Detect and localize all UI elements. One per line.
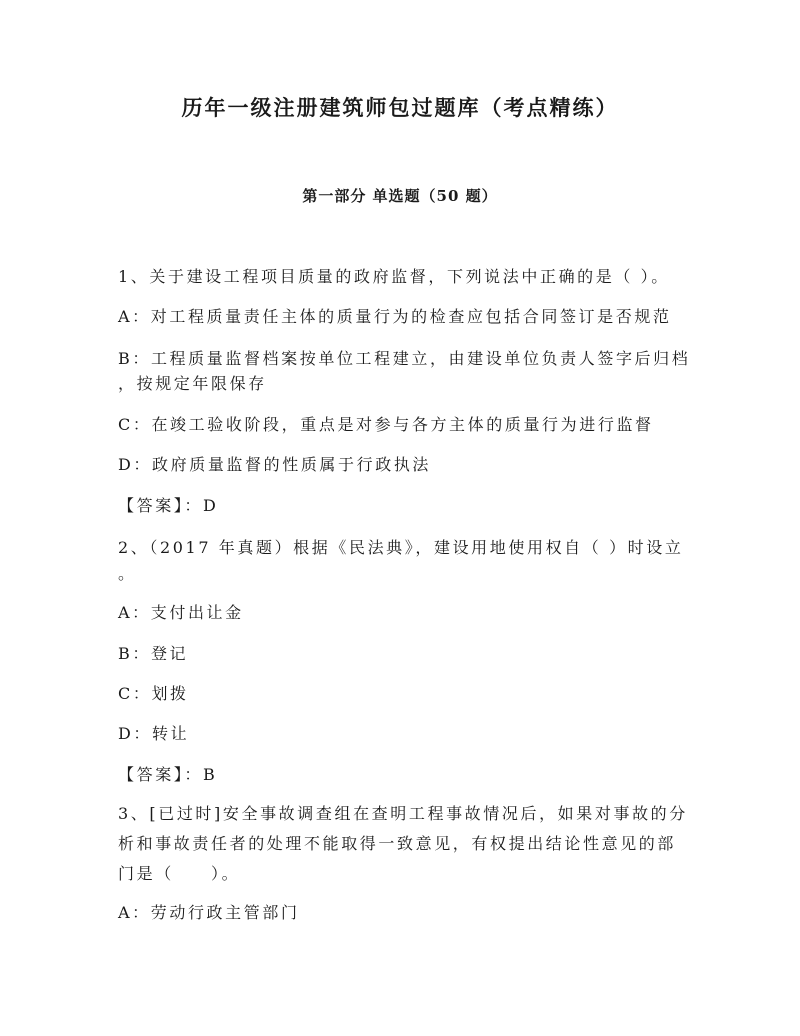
question-2-stem-continued: 。 <box>118 564 137 583</box>
document-title: 历年一级注册建筑师包过题库（考点精练） <box>181 95 619 120</box>
question-2-option-d: D：转让 <box>118 724 190 743</box>
question-1-option-b: B：工程质量监督档案按单位工程建立，由建设单位负责人签字后归档 <box>118 349 691 368</box>
question-1-option-b-continued: ，按规定年限保存 <box>118 374 267 393</box>
question-3-stem-continued: 析和事故责任者的处理不能取得一致意见，有权提出结论性意见的部 <box>118 834 677 853</box>
question-2-option-c: C：划拨 <box>118 684 189 703</box>
question-1-answer: 【答案】：D <box>118 496 219 515</box>
question-1-option-c: C：在竣工验收阶段，重点是对参与各方主体的质量行为进行监督 <box>118 415 654 434</box>
question-3-option-a: A：劳动行政主管部门 <box>118 903 300 922</box>
question-1-option-d: D：政府质量监督的性质属于行政执法 <box>118 455 432 474</box>
question-3-stem: 3、[已过时]安全事故调查组在查明工程事故情况后，如果对事故的分 <box>118 804 688 823</box>
question-2-option-a: A：支付出让金 <box>118 603 244 622</box>
question-2-answer: 【答案】：B <box>118 765 218 784</box>
section-title: 第一部分 单选题（50 题） <box>302 187 498 205</box>
question-1-stem: 1、关于建设工程项目质量的政府监督，下列说法中正确的是（ ）。 <box>118 267 670 286</box>
question-1-option-a: A：对工程质量责任主体的质量行为的检查应包括合同签订是否规范 <box>118 307 672 326</box>
question-2-option-b: B：登记 <box>118 644 189 663</box>
question-2-stem: 2、（2017 年真题）根据《民法典》，建设用地使用权自（ ）时设立 <box>118 538 684 557</box>
question-3-stem-continued-2: 门是（ ）。 <box>118 864 241 883</box>
